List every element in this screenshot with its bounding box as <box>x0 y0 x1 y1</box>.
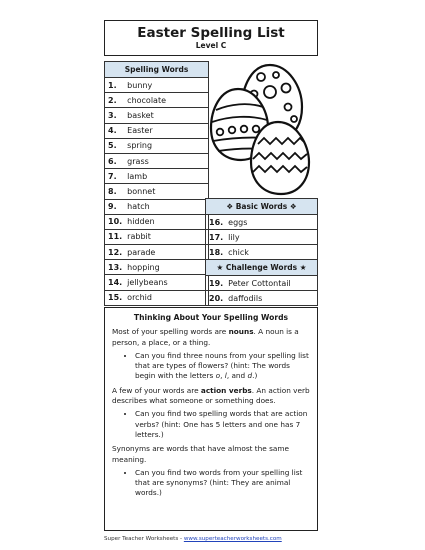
word-number: 11. <box>105 229 126 244</box>
word-text: basket <box>125 108 208 123</box>
spelling-words-body <box>105 78 209 306</box>
challenge-words-body <box>206 276 318 306</box>
word-text: chocolate <box>125 93 208 108</box>
footer <box>104 536 282 542</box>
word-row <box>105 108 209 123</box>
word-number: 14. <box>105 275 126 290</box>
word-number: 9. <box>105 199 126 214</box>
word-number: 7. <box>105 169 126 184</box>
word-number: 16. <box>206 215 227 230</box>
synonyms-paragraph: Synonyms are words that have almost the same meaning. <box>112 444 289 464</box>
basic-words-body <box>206 215 318 261</box>
word-text: chick <box>226 245 317 260</box>
word-number: 17. <box>206 230 227 245</box>
word-number: 6. <box>105 153 126 168</box>
synonyms-question: • Can you find two words from your spelling list that are synonyms? (hint: They are animal words.) <box>135 468 311 499</box>
word-number: 15. <box>105 290 126 305</box>
footer-brand: Super Teacher Worksheets - <box>104 536 184 542</box>
verbs-term: action verbs <box>200 385 252 395</box>
hint-letter-o: o <box>215 371 221 381</box>
word-number: 2. <box>105 93 126 108</box>
verbs-question: • Can you find two spelling words that are action verbs? (hint: One has 5 letters and one has 7 letters.) <box>135 409 311 440</box>
thinking-section <box>104 307 318 531</box>
word-row <box>105 138 209 153</box>
word-row <box>105 245 209 260</box>
spelling-words-heading: Spelling Words <box>105 62 209 78</box>
word-row <box>105 169 209 184</box>
word-number: 19. <box>206 276 227 291</box>
word-text: lily <box>226 230 317 245</box>
word-row <box>105 260 209 275</box>
word-row <box>105 199 209 214</box>
word-text: jellybeans <box>125 275 208 290</box>
word-row <box>105 275 209 290</box>
word-text: parade <box>125 245 208 260</box>
word-text: rabbit <box>125 229 208 244</box>
nouns-question-text: Can you find three nouns from your spelling list that are types of flowers? (hint: The words begin with the letters <box>135 350 309 381</box>
synonyms-question-list <box>113 468 311 499</box>
spelling-words-table <box>104 61 209 306</box>
nouns-term: nouns <box>228 327 254 337</box>
word-row <box>206 215 318 230</box>
word-row <box>105 78 209 93</box>
verbs-question-list <box>113 409 311 440</box>
word-row <box>206 230 318 245</box>
worksheet-level: Level C <box>195 41 227 50</box>
word-row <box>105 214 209 229</box>
title-box <box>104 20 318 56</box>
word-number: 10. <box>105 214 126 229</box>
word-text: lamb <box>125 169 208 184</box>
thinking-heading: Thinking About Your Spelling Words <box>133 313 289 322</box>
verbs-paragraph <box>112 386 310 407</box>
footer-link[interactable]: www.superteacherworksheets.com <box>183 536 282 542</box>
word-row <box>206 291 318 306</box>
word-text: bunny <box>125 78 208 93</box>
verbs-text: A few of your words are <box>112 385 201 395</box>
word-number: 4. <box>105 123 126 138</box>
nouns-question: • Can you find three nouns from your spelling list that are types of flowers? (hint: The words begin with the letters o, l, and d.) <box>135 351 311 382</box>
word-number: 8. <box>105 184 126 199</box>
basic-words-heading: ❖ Basic Words ❖ <box>206 199 318 215</box>
word-text: bonnet <box>125 184 208 199</box>
word-number: 12. <box>105 245 126 260</box>
nouns-question-list <box>113 351 311 382</box>
word-number: 13. <box>105 260 126 275</box>
word-text: hidden <box>125 214 208 229</box>
word-row <box>105 123 209 138</box>
word-number: 20. <box>206 291 227 306</box>
word-text: grass <box>125 153 208 168</box>
word-number: 1. <box>105 78 126 93</box>
word-number: 5. <box>105 138 126 153</box>
word-row <box>105 153 209 168</box>
hint-letter-l: l <box>224 371 227 381</box>
challenge-words-table <box>205 259 318 306</box>
word-number: 18. <box>206 245 227 260</box>
word-number: 3. <box>105 108 126 123</box>
word-text: Peter Cottontail <box>226 276 317 291</box>
word-text: orchid <box>125 290 208 305</box>
zigzag-egg-icon <box>251 122 309 194</box>
word-row <box>105 184 209 199</box>
word-row <box>105 290 209 305</box>
challenge-words-heading: ★ Challenge Words ★ <box>206 260 318 276</box>
word-text: spring <box>125 138 208 153</box>
word-text: hatch <box>125 199 208 214</box>
easter-eggs-illustration <box>208 62 313 197</box>
word-row <box>105 93 209 108</box>
worksheet-title: Easter Spelling List <box>137 25 285 41</box>
word-text: Easter <box>125 123 208 138</box>
nouns-paragraph <box>112 327 310 348</box>
word-row <box>206 276 318 291</box>
nouns-text: Most of your spelling words are <box>112 327 229 337</box>
word-text: eggs <box>226 215 317 230</box>
verbs-definition: . An action verb describes what someone or something does. <box>112 385 310 406</box>
word-row <box>206 245 318 260</box>
basic-words-table <box>205 198 318 261</box>
nouns-definition: . A noun is a person, a place, or a thing. <box>112 327 299 347</box>
word-text: daffodils <box>226 291 317 306</box>
word-row <box>105 229 209 244</box>
word-text: hopping <box>125 260 208 275</box>
hint-letter-d: d <box>247 371 253 381</box>
